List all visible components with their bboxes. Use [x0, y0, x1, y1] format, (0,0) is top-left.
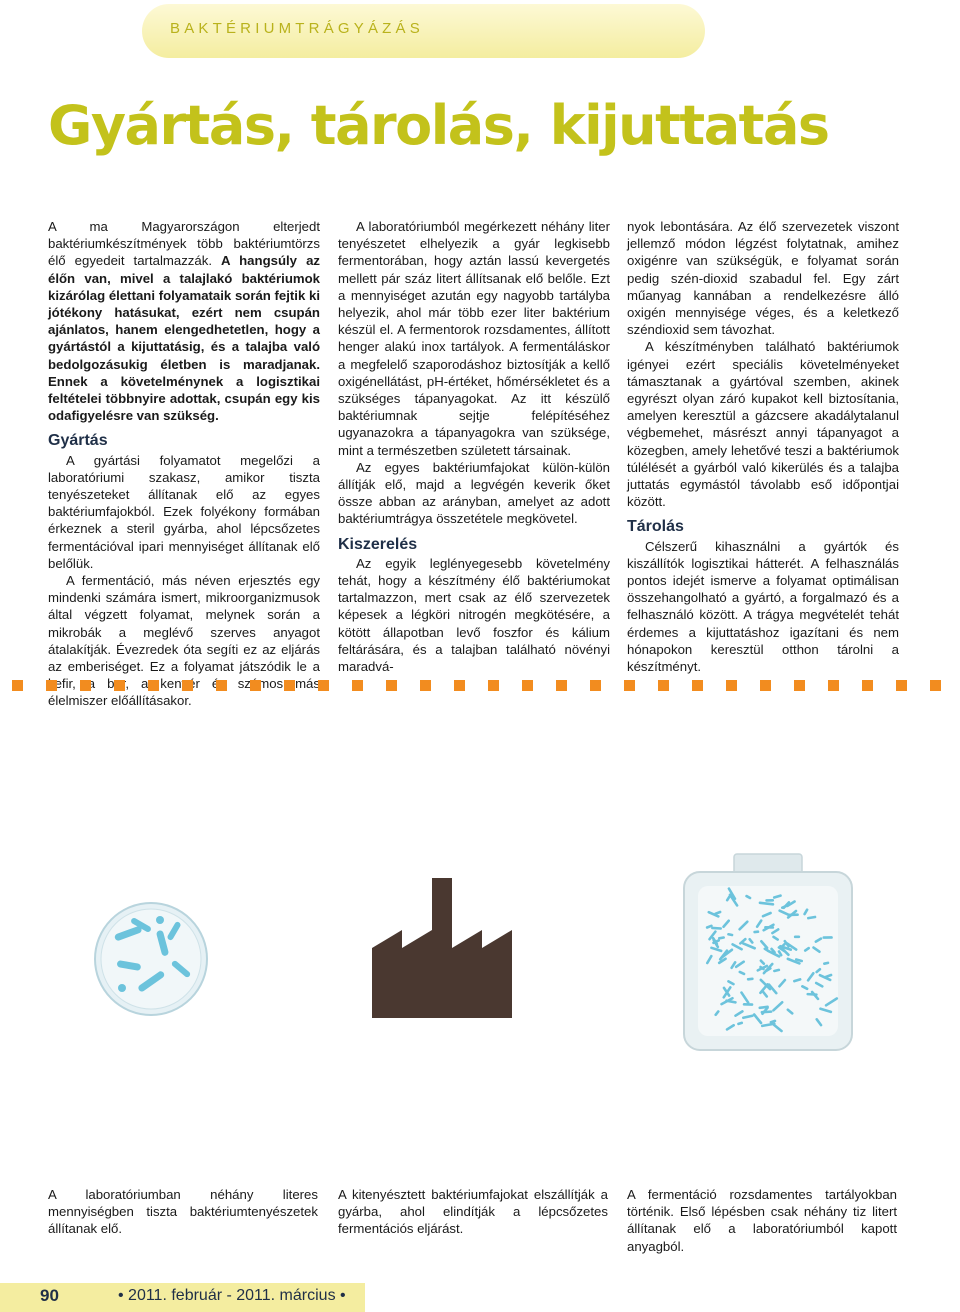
lead-bold: A hangsúly az élőn van, mivel a talajlakó baktériumok kizárólag élettani folyamataik során fejtik ki jótékony hatásukat, ezért nem csupán ajánlatos, hanem elengedhetetlen, hogy a gyártástól a kijuttatásig, és a talajba való bedolgozásukig életben is maradjanak. Ennek a követelménynek a logisztikai feltételei többnyire adottak, csupán egy kis odafigyelésre van szükség. [48, 253, 320, 424]
divider-square [80, 680, 91, 691]
bacterium-shape [794, 935, 800, 938]
divider-square [590, 680, 601, 691]
issue-date: • 2011. február - 2011. március • [118, 1287, 346, 1304]
divider-square [930, 680, 941, 691]
divider-square [250, 680, 261, 691]
divider-square [12, 680, 23, 691]
caption-tank: A fermentáció rozsdamentes tartályokban történik. Első lépésben csak néhány tiz litert állítanak elő a laboratóriumból kapott anyagból. [627, 1187, 897, 1254]
dotted-divider [0, 680, 960, 694]
paragraph: Célszerű kihasználni a gyártók és kiszállítók logisztikai hátterét. A felhasználás pontos idejét ismerve a folyamat optimálisan összehangolható a gyártó, a forgalmazó és a felhasználó között. A trágya megvételét tehát érdemes a kijuttatáshoz igazítani és nem hónapokon keresztül otthon tárolni a készítményt. [627, 538, 899, 675]
section-label: BAKTÉRIUMTRÁGYÁZÁS [170, 20, 424, 37]
page-number: 90 [40, 1286, 59, 1305]
bacterium-shape [765, 899, 774, 902]
heading-gyartas: Gyártás [48, 432, 108, 450]
column-3 [627, 218, 899, 675]
divider-square [182, 680, 193, 691]
divider-square [148, 680, 159, 691]
divider-square [216, 680, 227, 691]
column-2 [338, 218, 610, 675]
divider-square [760, 680, 771, 691]
heading-kiszereles: Kiszerelés [338, 535, 418, 553]
lead-paragraph [48, 218, 320, 424]
bacterium-shape [822, 936, 832, 939]
paragraph: A fermentáció, más néven erjesztés egy mindenki számára ismert, mikroorganizmusok által végzett folyamat, melynek során a mikrobák a meglévő szerves anyagot átalakítják. Évezredek óta segíti ez az eljárás az emberiséget. Ez a folyamat játszódik le a kefir, a a kenyér más élelmiszer előállításakor. [48, 573, 320, 709]
divider-square [692, 680, 703, 691]
factory-icon [372, 878, 522, 1018]
divider-square [420, 680, 431, 691]
paragraph: nyok lebontására. Az élő szervezetek viszont jellemző módon légzést folytatnak, amihez oxigénre van szükségük, e folyamat során pedig szén-dioxid szabadul fel. Egy zárt műanyag kannában a rendelkezésre álló oxigén mennyisége véges, és a keletkező széndioxid sem távozhat. [627, 219, 899, 338]
divider-square [896, 680, 907, 691]
caption-factory: A kitenyésztett baktériumfajokat elszállítják a gyárba, ahol elindítják a lépcsőzetes fermentációs eljárást. [338, 1187, 608, 1237]
divider-square [46, 680, 57, 691]
caption-lab: A laboratóriumban néhány literes mennyiségben tiszta baktériumtenyészetek állítanak elő. [48, 1187, 318, 1237]
paragraph: Az egyik leglényegesebb követelmény tehát, hogy a készítmény élő baktériumokat tartalmazzon, mert csak az élő szervezetek képesek a légköri nitrogén megkötésére, a kötött állapotban levő foszfor és kálium feltárására, és a talajban található növényi maradvá- [338, 555, 610, 675]
divider-square [454, 680, 465, 691]
divider-square [794, 680, 805, 691]
paragraph: A gyártási folyamatot megelőzi a laboratóriumi szakasz, amikor tiszta tenyészeteket állítanak elő az egyes baktériumfajokból. Ezek folyékony formában érkeznek a steril gyárba, ahol lépcsőzetes fermentációval ipari mennyiséget állítanak elő belőlük. [48, 452, 320, 571]
paragraph: A készítményben található baktériumok igényei ezért speciális követelményeket támasztanak a gyártóval szemben, akinek egyrészt olyan záró kupakot kell biztosítania, amelyen keresztül a gázcsere akadálytalanul végbemehet, másrészt annyi tápanyagot a közegben, amely lehetővé teszi a baktériumok túlélését a gyárból való kikerülés és a talajba juttatás egymástól távolabb eső időpontjai között. [627, 339, 899, 510]
bacterium-shape [743, 1003, 754, 1006]
divider-square [522, 680, 533, 691]
divider-square [488, 680, 499, 691]
divider-square [726, 680, 737, 691]
divider-square [658, 680, 669, 691]
divider-square [862, 680, 873, 691]
divider-square [556, 680, 567, 691]
divider-square [386, 680, 397, 691]
divider-square [352, 680, 363, 691]
fermentation-tank-icon [678, 852, 858, 1052]
page-title: Gyártás, tárolás, kijuttatás [48, 94, 829, 157]
column-1 [48, 218, 320, 710]
paragraph: A laboratóriumból megérkezett néhány liter tenyészetet elhelyezik a gyár legkisebb fermentorában, hogy aztán lassú kevergetés mellett pár száz litert állítsanak elő belőle. Ezt a mennyiséget azután egy nagyobb tartályba helyezik, ahol már több ezer liter baktérium készül el. A fermentorok rozsdamentes, állított henger alakú inox tartályok. A fermentáláskor a megfelelő szaporodáshoz biztosítják a kellő oxigénellátást, pH-értéket, hőmérsékletet és a szükséges tápanyagokat. Az itt készülő baktériumnak sejtje felépítéséhez ugyanazokra a tápanyagokra van szüksége, mint a természetben született társainak. [338, 219, 610, 458]
divider-square [624, 680, 635, 691]
divider-square [318, 680, 329, 691]
petri-dish-icon [92, 900, 210, 1018]
lead-normal: A ma Magyarországon elterjedt baktériumkészítmények több baktériumtörzs élő egyedeit tartalmazzák. [48, 219, 320, 269]
divider-square [114, 680, 125, 691]
paragraph: Az egyes baktériumfajokat külön-külön állítják elő, majd a legvégén keverik őket össze abban az arányban, amelyet az adott baktériumtrágya összetétele megkövetel. [338, 459, 610, 527]
divider-square [284, 680, 295, 691]
divider-square [828, 680, 839, 691]
heading-tarolas: Tárolás [627, 518, 684, 536]
